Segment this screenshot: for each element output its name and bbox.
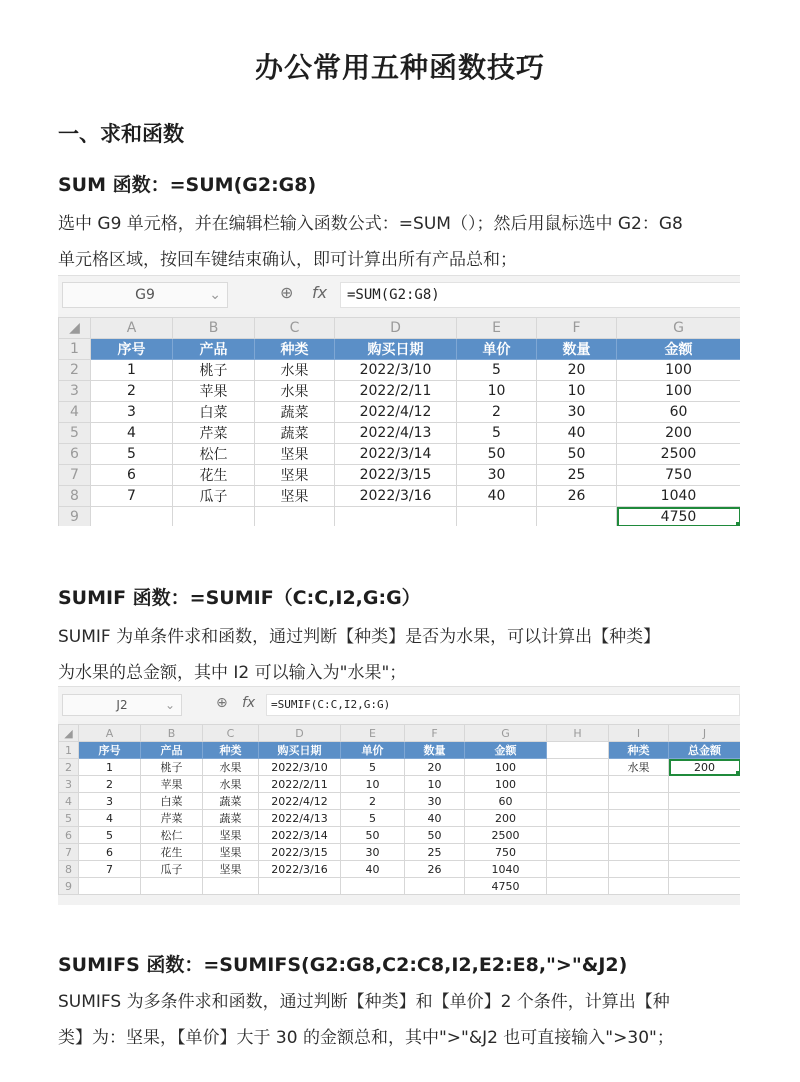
cell[interactable]: 桃子 [173,360,255,381]
cell[interactable]: 750 [617,465,741,486]
cell[interactable]: 2022/4/13 [335,423,457,444]
cell[interactable]: 2022/4/13 [259,810,341,827]
cell[interactable]: 10 [341,776,405,793]
cell[interactable]: 3 [91,402,173,423]
cell[interactable]: 坚果 [255,444,335,465]
table-row [59,776,741,793]
cell[interactable]: 5 [341,759,405,776]
cell[interactable]: 30 [457,465,537,486]
dropdown-arrow-icon[interactable]: ⌄ [164,698,175,712]
cell[interactable]: 40 [457,486,537,507]
cell[interactable]: 蔬菜 [255,423,335,444]
cell[interactable]: 25 [537,465,617,486]
cell[interactable]: 2022/3/16 [259,861,341,878]
header-cell[interactable]: 总金额 [669,742,741,759]
column-header-b[interactable]: B [173,318,255,339]
cell[interactable]: 6 [91,465,173,486]
cell[interactable] [203,878,259,895]
header-cell[interactable]: 种类 [609,742,669,759]
cell[interactable]: 2022/3/10 [259,759,341,776]
cell[interactable]: 2 [457,402,537,423]
cell[interactable]: 花生 [173,465,255,486]
cell[interactable] [669,861,741,878]
cell[interactable]: 7 [79,861,141,878]
cell[interactable]: 750 [465,844,547,861]
fx-icon[interactable]: fx [242,695,256,711]
row-header[interactable]: 9 [59,507,91,527]
cell[interactable]: 5 [457,360,537,381]
cell[interactable]: 5 [457,423,537,444]
cell[interactable]: 50 [537,444,617,465]
header-cell[interactable]: 数量 [405,742,465,759]
cell[interactable]: 2022/4/12 [259,793,341,810]
formula-input[interactable]: =SUM(G2:G8) [340,282,740,308]
header-cell[interactable]: 序号 [79,742,141,759]
name-box[interactable] [62,282,228,308]
cell[interactable] [547,827,609,844]
cell[interactable]: 5 [341,810,405,827]
column-header-a[interactable]: A [91,318,173,339]
cell[interactable]: 200 [617,423,741,444]
sumif-description-line-1: SUMIF 为单条件求和函数，通过判断【种类】是否为水果，可以计算出【种类】 [58,627,661,647]
page-title: 办公常用五种函数技巧 [254,51,545,84]
cell[interactable] [335,507,457,527]
cell[interactable]: 100 [617,381,741,402]
table-row [59,360,741,381]
cell[interactable] [79,878,141,895]
cell[interactable]: 蔬菜 [203,810,259,827]
column-header-e[interactable]: E [341,725,405,742]
table-row-total [59,878,741,895]
table-row [59,827,741,844]
selected-cell-g9[interactable]: 4750 [617,507,741,527]
cell[interactable] [547,776,609,793]
column-header-d[interactable]: D [335,318,457,339]
cell[interactable]: 芹菜 [173,423,255,444]
cell[interactable]: 200 [465,810,547,827]
cell[interactable] [547,742,609,759]
header-cell[interactable]: 产品 [141,742,203,759]
column-header-row [59,318,741,339]
cell-grid [58,317,740,526]
table-row [59,810,741,827]
cell[interactable] [547,878,609,895]
table-row [59,465,741,486]
spreadsheet-sum [58,275,740,526]
cell[interactable]: 2022/3/15 [335,465,457,486]
header-cell[interactable]: 金额 [465,742,547,759]
header-cell[interactable]: 金额 [617,339,741,360]
column-header-f[interactable]: F [405,725,465,742]
cell[interactable] [609,827,669,844]
cell[interactable] [173,507,255,527]
cell[interactable]: 50 [341,827,405,844]
sumifs-description-line-2: 类】为：坚果，【单价】大于 30 的金额总和，其中">"&J2 也可直接输入">30"； [58,1028,674,1048]
cell[interactable]: 26 [405,861,465,878]
cell[interactable]: 20 [405,759,465,776]
header-cell[interactable]: 种类 [203,742,259,759]
sum-heading: SUM 函数：=SUM(G2:G8) [58,174,317,196]
row-header[interactable]: 3 [59,381,91,402]
cell[interactable]: 1040 [617,486,741,507]
row-header[interactable]: 4 [59,402,91,423]
column-header-a[interactable]: A [79,725,141,742]
cell[interactable]: 坚果 [203,827,259,844]
table-row [59,861,741,878]
cell[interactable]: 20 [537,360,617,381]
cell[interactable]: 瓜子 [173,486,255,507]
cell[interactable]: 7 [91,486,173,507]
cell[interactable]: 苹果 [141,776,203,793]
cell[interactable]: 4 [79,810,141,827]
column-header-i[interactable]: I [609,725,669,742]
cell[interactable]: 2 [91,381,173,402]
header-cell[interactable]: 单价 [341,742,405,759]
row-header[interactable]: 8 [59,486,91,507]
column-header-c[interactable]: C [203,725,259,742]
row-header[interactable]: 7 [59,465,91,486]
row-header[interactable]: 7 [59,844,79,861]
cell-grid [58,724,740,895]
name-box-value: G9 [135,287,155,303]
cell[interactable]: 2022/3/15 [259,844,341,861]
column-header-g[interactable]: G [617,318,741,339]
cell[interactable]: 5 [79,827,141,844]
zoom-icon[interactable]: ⊕ [280,283,294,302]
row-header[interactable]: 5 [59,423,91,444]
sumif-description [58,619,748,691]
cell[interactable] [669,844,741,861]
sumifs-description-line-1: SUMIFS 为多条件求和函数，通过判断【种类】和【单价】2 个条件，计算出【种 [58,992,670,1012]
cell[interactable]: 10 [537,381,617,402]
formula-bar [58,687,740,721]
cell[interactable]: 50 [405,827,465,844]
cell[interactable]: 2022/2/11 [259,776,341,793]
cell[interactable] [547,759,609,776]
column-header-h[interactable]: H [547,725,609,742]
column-header-e[interactable]: E [457,318,537,339]
cell[interactable]: 100 [465,776,547,793]
cell[interactable]: 坚果 [255,486,335,507]
cell[interactable] [669,827,741,844]
table-row [59,759,741,776]
cell[interactable] [609,844,669,861]
sumifs-heading: SUMIFS 函数：=SUMIFS(G2:G8,C2:C8,I2,E2:E8,">"&J2) [58,954,628,976]
cell[interactable]: 3 [79,793,141,810]
cell[interactable] [141,878,203,895]
cell[interactable] [341,878,405,895]
cell[interactable]: 坚果 [203,861,259,878]
row-header[interactable]: 4 [59,793,79,810]
cell[interactable]: 2 [79,776,141,793]
cell[interactable] [457,507,537,527]
cell[interactable]: 30 [341,844,405,861]
cell[interactable]: 1 [91,360,173,381]
column-header-b[interactable]: B [141,725,203,742]
cell[interactable]: 蔬菜 [255,402,335,423]
sumifs-description [58,984,748,1056]
sum-description-line-1: 选中 G9 单元格，并在编辑栏输入函数公式：=SUM（）；然后用鼠标选中 G2：G8 [58,214,683,234]
header-cell[interactable]: 种类 [255,339,335,360]
cell[interactable] [609,810,669,827]
cell[interactable]: 2500 [465,827,547,844]
cell[interactable] [547,793,609,810]
cell[interactable] [669,878,741,895]
cell[interactable] [609,861,669,878]
table-row [59,444,741,465]
column-header-d[interactable]: D [259,725,341,742]
header-cell[interactable]: 产品 [173,339,255,360]
cell[interactable]: 2022/3/14 [259,827,341,844]
column-header-j[interactable]: J [669,725,741,742]
cell[interactable]: 苹果 [173,381,255,402]
cell[interactable]: 水果 [203,759,259,776]
row-header[interactable]: 1 [59,339,91,360]
cell[interactable]: 1040 [465,861,547,878]
row-header[interactable]: 1 [59,742,79,759]
dropdown-arrow-icon[interactable]: ⌄ [209,287,221,303]
sum-description [58,206,748,278]
cell[interactable]: 50 [457,444,537,465]
row-header[interactable]: 2 [59,360,91,381]
cell[interactable] [609,793,669,810]
cell[interactable]: 6 [79,844,141,861]
cell[interactable] [259,878,341,895]
select-all-corner[interactable]: ◢ [59,725,79,742]
cell[interactable]: 10 [405,776,465,793]
cell[interactable]: 水果 [609,759,669,776]
table-row [59,793,741,810]
cell[interactable]: 30 [537,402,617,423]
cell[interactable] [91,507,173,527]
column-header-row [59,725,741,742]
cell[interactable] [405,878,465,895]
table-row [59,423,741,444]
cell[interactable]: 水果 [255,381,335,402]
cell[interactable]: 2022/3/16 [335,486,457,507]
table-row [59,402,741,423]
cell[interactable]: 2022/3/10 [335,360,457,381]
cell[interactable] [669,810,741,827]
cell[interactable]: 坚果 [255,465,335,486]
row-header[interactable]: 9 [59,878,79,895]
cell[interactable]: 2500 [617,444,741,465]
cell[interactable] [537,507,617,527]
cell[interactable] [255,507,335,527]
header-cell[interactable]: 购买日期 [335,339,457,360]
cell[interactable]: 40 [341,861,405,878]
sumif-description-line-2: 为水果的总金额，其中 I2 可以输入为"水果"； [58,663,407,683]
select-all-corner[interactable]: ◢ [59,318,91,339]
cell[interactable]: 4750 [465,878,547,895]
cell[interactable]: 60 [465,793,547,810]
cell[interactable]: 2022/4/12 [335,402,457,423]
cell[interactable]: 芹菜 [141,810,203,827]
cell[interactable] [669,776,741,793]
section-heading-sum: 一、求和函数 [58,122,184,146]
sumif-heading: SUMIF 函数：=SUMIF（C:C,I2,G:G） [58,587,421,609]
table-row-total [59,507,741,527]
column-header-g[interactable]: G [465,725,547,742]
cell[interactable]: 100 [617,360,741,381]
cell[interactable]: 60 [617,402,741,423]
cell[interactable]: 坚果 [203,844,259,861]
table-row [59,844,741,861]
row-header[interactable]: 5 [59,810,79,827]
table-row [59,381,741,402]
cell[interactable]: 蔬菜 [203,793,259,810]
header-cell[interactable]: 单价 [457,339,537,360]
cell[interactable]: 5 [91,444,173,465]
zoom-icon[interactable]: ⊕ [216,695,228,711]
cell[interactable]: 水果 [203,776,259,793]
cell[interactable]: 10 [457,381,537,402]
cell[interactable]: 松仁 [173,444,255,465]
cell[interactable]: 30 [405,793,465,810]
formula-bar [58,276,740,314]
name-box[interactable] [62,694,182,716]
row-header[interactable]: 2 [59,759,79,776]
cell[interactable] [547,844,609,861]
row-header[interactable]: 8 [59,861,79,878]
cell[interactable]: 2022/3/14 [335,444,457,465]
table-row [59,486,741,507]
sum-description-line-2: 单元格区域，按回车键结束确认，即可计算出所有产品总和； [58,250,517,270]
cell[interactable] [547,861,609,878]
selected-cell-j2[interactable]: 200 [669,759,741,776]
row-header[interactable]: 6 [59,827,79,844]
row-header[interactable]: 6 [59,444,91,465]
cell[interactable]: 桃子 [141,759,203,776]
header-cell[interactable]: 数量 [537,339,617,360]
header-cell[interactable]: 序号 [91,339,173,360]
cell[interactable]: 100 [465,759,547,776]
cell[interactable]: 松仁 [141,827,203,844]
cell[interactable]: 水果 [255,360,335,381]
cell[interactable]: 40 [405,810,465,827]
cell[interactable]: 2022/2/11 [335,381,457,402]
cell[interactable]: 40 [537,423,617,444]
spreadsheet-sumif [58,686,740,905]
table-header-row [59,339,741,360]
header-cell[interactable]: 购买日期 [259,742,341,759]
fx-icon[interactable]: fx [312,283,328,302]
table-header-row [59,742,741,759]
cell[interactable]: 花生 [141,844,203,861]
row-header[interactable]: 3 [59,776,79,793]
cell[interactable] [669,793,741,810]
cell[interactable]: 4 [91,423,173,444]
cell[interactable]: 26 [537,486,617,507]
cell[interactable]: 1 [79,759,141,776]
name-box-value: J2 [116,698,128,712]
column-header-c[interactable]: C [255,318,335,339]
cell[interactable] [609,776,669,793]
formula-input[interactable]: =SUMIF(C:C,I2,G:G) [266,694,740,716]
cell[interactable]: 白菜 [141,793,203,810]
cell[interactable]: 25 [405,844,465,861]
cell[interactable]: 瓜子 [141,861,203,878]
cell[interactable] [547,810,609,827]
cell[interactable]: 2 [341,793,405,810]
cell[interactable]: 白菜 [173,402,255,423]
column-header-f[interactable]: F [537,318,617,339]
cell[interactable] [609,878,669,895]
